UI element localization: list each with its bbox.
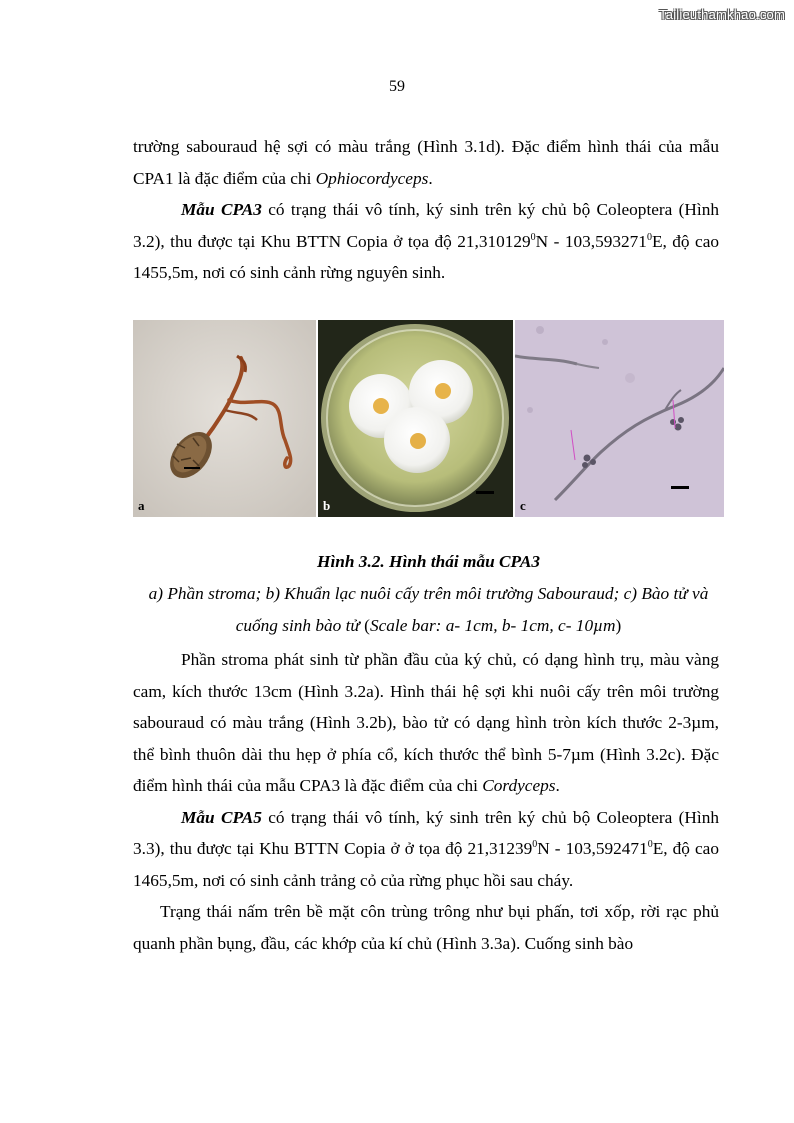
figure-3-2 xyxy=(133,320,724,517)
caption-description: a) Phần stroma; b) Khuẩn lạc nuôi cấy trên môi trường Sabouraud; c) Bào tử và cuống sinh bào tử xyxy=(148,584,709,635)
paragraph-2-text-b: N - 103,593271 xyxy=(535,231,647,251)
paragraph-1-text: trường sabouraud hệ sợi có màu trắng (Hình 3.1d). Đặc điểm hình thái của mẫu CPA1 là đặc điểm của chi xyxy=(133,137,719,188)
panel-letter-a: a xyxy=(138,498,145,513)
paragraph-4 xyxy=(133,802,719,897)
figure-caption-title: Hình 3.2. Hình thái mẫu CPA3 xyxy=(317,552,540,571)
paragraph-4-text-a: có trạng thái vô tính, ký sinh trên ký chủ bộ Coleoptera (Hình 3.3), thu được tại Khu BTTN Copia ở ở tọa độ 21,31239 xyxy=(133,807,719,858)
panel-letter-b: b xyxy=(323,498,331,513)
figure-panel-c xyxy=(515,320,724,517)
text-block-top xyxy=(133,131,719,289)
paragraph-3-end: . xyxy=(555,776,560,795)
degree-sup: 0 xyxy=(646,231,652,243)
microscope-photo xyxy=(515,320,724,517)
caption-paren-open: ( xyxy=(359,615,370,635)
paragraph-2 xyxy=(133,194,719,289)
paragraph-1-end: . xyxy=(428,168,433,188)
text-block-bottom xyxy=(133,644,719,959)
caption-scale-bar: Scale bar: a- 1cm, b- 1cm, c- 10µm xyxy=(369,615,616,635)
degree-sup: 0 xyxy=(647,839,653,850)
watermark: Tailieuthamkhao.com xyxy=(659,7,785,22)
paragraph-5 xyxy=(133,896,719,959)
paragraph-1 xyxy=(133,131,719,194)
page-number: 59 xyxy=(389,78,405,95)
sample-label: Mẫu CPA3 xyxy=(181,200,262,219)
figure-panel-a xyxy=(133,320,316,517)
paragraph-4-text-b: N - 103,592471 xyxy=(537,839,648,858)
figure-panel-b xyxy=(318,320,513,517)
caption-paren-close: ) xyxy=(615,615,622,635)
paragraph-2-text-a: có trạng thái vô tính, ký sinh trên ký chủ bộ Coleoptera (Hình 3.2), thu được tại Khu BTTN Copia ở tọa độ 21,310129 xyxy=(133,200,719,251)
panel-letter-c: c xyxy=(520,498,526,513)
stroma-photo xyxy=(133,320,316,517)
paragraph-5-text: Trạng thái nấm trên bề mặt côn trùng trông như bụi phấn, tơi xốp, rời rạc phủ quanh phần bụng, đầu, các khớp của kí chủ (Hình 3.3a). Cuống sinh bào xyxy=(133,902,719,953)
figure-caption-body xyxy=(133,578,724,641)
paragraph-3-text: Phần stroma phát sinh từ phần đầu của ký chủ, có dạng hình trụ, màu vàng cam, kích thước 13cm (Hình 3.2a). Hình thái hệ sợi khi nuôi cấy trên môi trường sabouraud có màu trắng (Hình 3.2b), bào tử có dạng hình tròn kích thước 2-3µm, thể bình thuôn dài thu hẹp ở phía cổ, kích thước thể bình 5-7µm (Hình 3.2c). Đặc điểm hình thái của mẫu CPA3 là đặc điểm của chi xyxy=(133,650,719,795)
paragraph-2-text-c: E, độ cao 1455,5m, nơi có sinh cảnh rừng nguyên sinh. xyxy=(133,231,720,282)
genus-name: Ophiocordyceps xyxy=(315,168,429,188)
degree-sup: 0 xyxy=(530,231,536,243)
petri-dish-photo xyxy=(318,320,513,517)
degree-sup: 0 xyxy=(532,839,538,850)
paragraph-3 xyxy=(133,644,719,802)
paragraph-4-text-c: E, độ cao 1465,5m, nơi có sinh cảnh trảng cỏ của rừng phục hồi sau cháy. xyxy=(133,839,719,890)
genus-name: Cordyceps xyxy=(482,776,556,795)
sample-label: Mẫu CPA5 xyxy=(181,807,262,827)
